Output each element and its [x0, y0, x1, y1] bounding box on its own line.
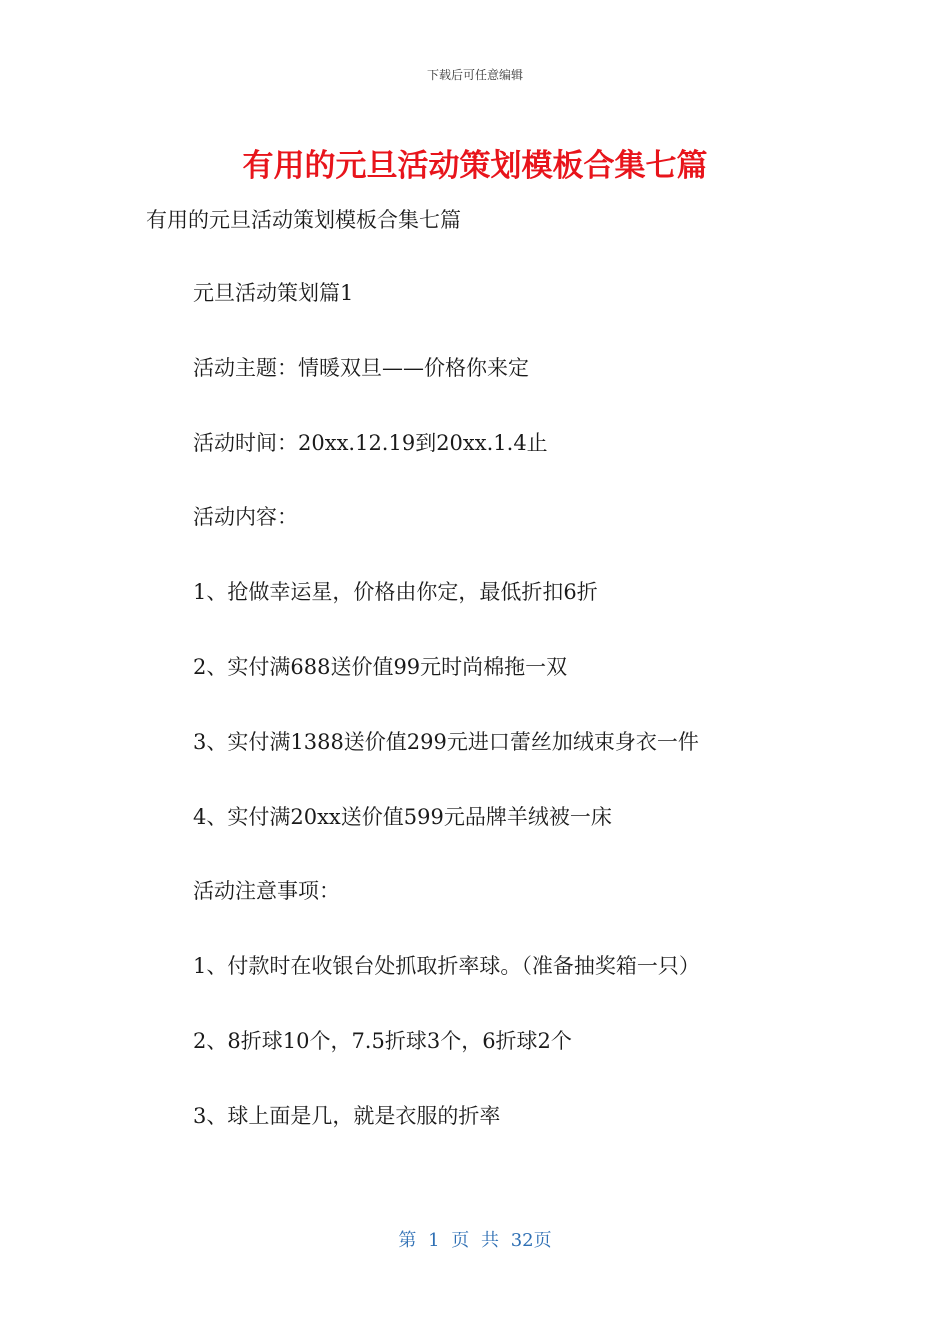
activity-time: 活动时间：20xx.12.19到20xx.1.4止: [193, 430, 548, 455]
activity-content-heading: 活动内容：: [193, 505, 298, 530]
section-heading: 元旦活动策划篇1: [193, 281, 354, 305]
list-item: 1、付款时在收银台处抓取折率球。（准备抽奖箱一只）: [193, 954, 700, 979]
list-item: 1、抢做幸运星，价格由你定，最低折扣6折: [193, 580, 598, 605]
list-item: 3、实付满1388送价值299元进口蕾丝加绒束身衣一件: [193, 729, 699, 754]
list-item: 2、8折球10个，7.5折球3个，6折球2个: [193, 1028, 572, 1053]
activity-theme: 活动主题：情暖双旦——价格你来定: [193, 355, 529, 380]
document-subtitle: 有用的元旦活动策划模板合集七篇: [146, 208, 461, 232]
document-title: 有用的元旦活动策划模板合集七篇: [242, 148, 708, 184]
document-body: [193, 278, 700, 1176]
notes-heading: 活动注意事项：: [193, 879, 340, 904]
page-number-footer: 第 1 页 共 32页: [398, 1230, 552, 1251]
list-item: 2、实付满688送价值99元时尚棉拖一双: [193, 654, 568, 679]
list-item: 3、球上面是几，就是衣服的折率: [193, 1103, 501, 1128]
header-note: 下载后可任意编辑: [426, 68, 523, 82]
list-item: 4、实付满20xx送价值599元品牌羊绒被一床: [193, 804, 612, 829]
